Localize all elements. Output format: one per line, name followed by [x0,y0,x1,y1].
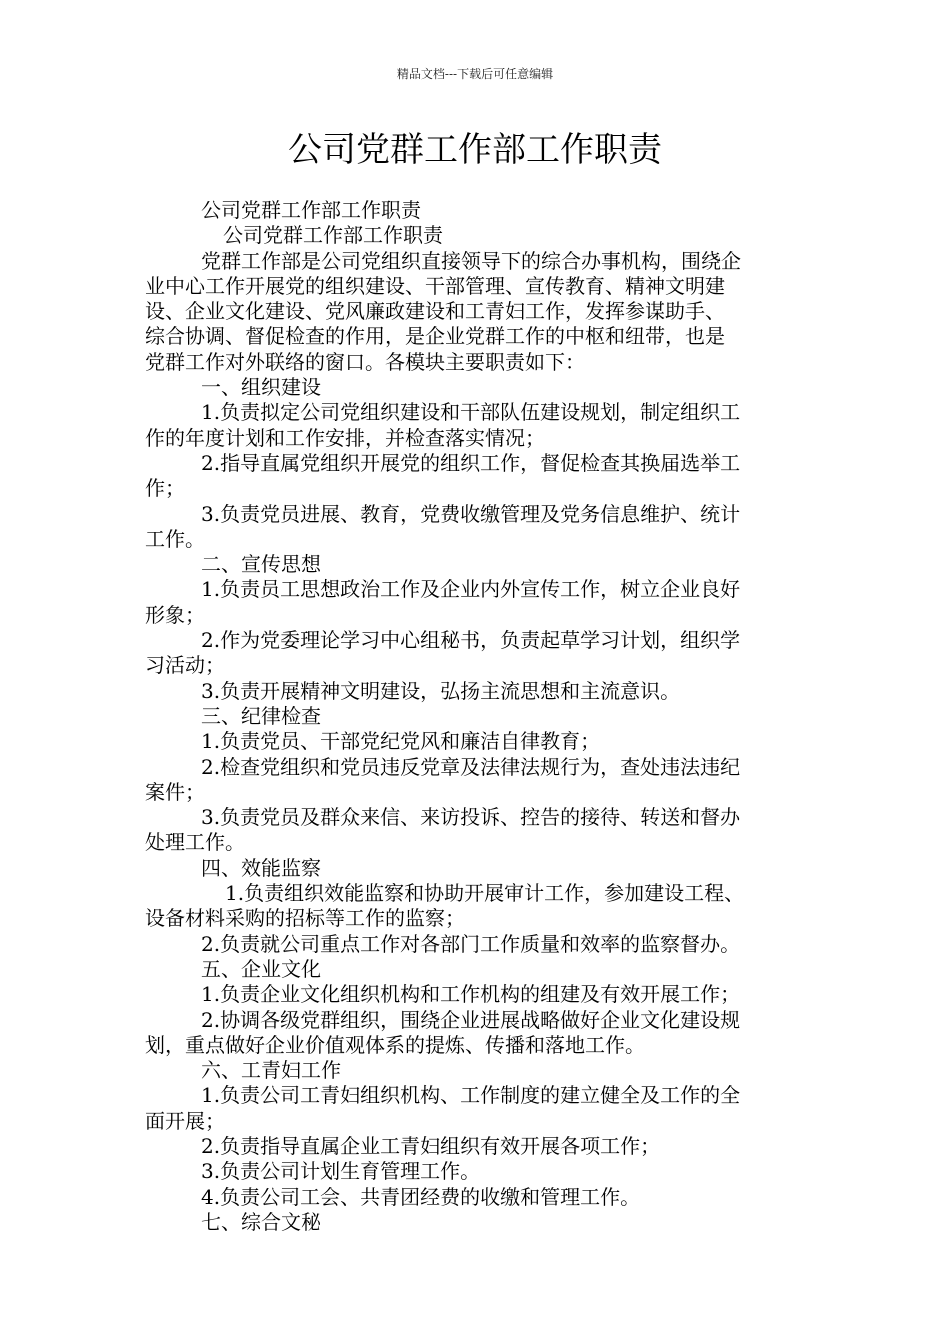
body-line: 习活动； [145,653,225,678]
page-header-note: 精品文档---下载后可任意编辑 [396,67,554,81]
body-line: 形象； [145,602,205,627]
body-line: 1.负责拟定公司党组织建设和干部队伍建设规划，制定组织工 [201,400,741,425]
body-line: 综合协调、督促检查的作用，是企业党群工作的中枢和纽带，也是 [145,324,725,349]
body-line: 公司党群工作部工作职责 [201,198,421,222]
body-line: 1.负责组织效能监察和协助开展审计工作，参加建设工程、 [225,881,745,906]
body-line: 3.负责公司计划生育管理工作。 [201,1159,481,1184]
body-line: 1.负责公司工青妇组织机构、工作制度的建立健全及工作的全 [201,1083,741,1108]
body-line: 工作。 [145,526,205,551]
body-line: 党群工作对外联络的窗口。各模块主要职责如下： [145,349,585,374]
body-line: 公司党群工作部工作职责 [223,223,443,248]
body-line: 2.检查党组织和党员违反党章及法律法规行为，查处违法违纪 [201,754,741,779]
body-line: 二、宣传思想 [201,552,321,577]
body-line: 一、组织建设 [201,375,321,400]
document-title: 公司党群工作部工作职责 [288,130,662,170]
body-line: 3.负责党员及群众来信、来访投诉、控告的接待、转送和督办 [201,805,741,830]
body-line: 3.负责党员进展、教育，党费收缴管理及党务信息维护、统计 [201,501,741,526]
body-line: 党群工作部是公司党组织直接领导下的综合办事机构，围绕企 [201,248,741,273]
body-line: 面开展； [145,1108,225,1133]
body-line: 四、效能监察 [201,855,321,880]
body-line: 4.负责公司工会、共青团经费的收缴和管理工作。 [201,1184,641,1209]
body-line: 业中心工作开展党的组织建设、干部管理、宣传教育、精神文明建 [145,273,725,298]
body-line: 1.负责企业文化组织机构和工作机构的组建及有效开展工作； [201,982,741,1007]
body-line: 五、企业文化 [201,956,321,981]
document-body [145,198,805,1235]
body-line: 2.指导直属党组织开展党的组织工作，督促检查其换届选举工 [201,450,741,475]
body-line: 2.协调各级党群组织，围绕企业进展战略做好企业文化建设规 [201,1007,741,1032]
body-line: 案件； [145,779,205,804]
body-line: 处理工作。 [145,830,245,855]
body-line: 1.负责员工思想政治工作及企业内外宣传工作，树立企业良好 [201,577,741,602]
body-line: 设、企业文化建设、党风廉政建设和工青妇工作，发挥参谋助手、 [145,299,725,324]
body-line: 1.负责党员、干部党纪党风和廉洁自律教育； [201,729,601,754]
body-line: 划，重点做好企业价值观体系的提炼、传播和落地工作。 [145,1032,645,1057]
body-line: 作的年度计划和工作安排，并检查落实情况； [145,425,545,450]
body-line: 三、纪律检查 [201,703,321,728]
body-line: 作； [145,476,185,501]
body-line: 3.负责开展精神文明建设，弘扬主流思想和主流意识。 [201,678,681,703]
body-line: 六、工青妇工作 [201,1058,341,1083]
body-line: 设备材料采购的招标等工作的监察； [145,906,465,931]
body-line: 2.作为党委理论学习中心组秘书，负责起草学习计划，组织学 [201,628,741,653]
body-line: 七、综合文秘 [201,1209,321,1234]
body-line: 2.负责就公司重点工作对各部门工作质量和效率的监察督办。 [201,931,741,956]
body-line: 2.负责指导直属企业工青妇组织有效开展各项工作； [201,1133,661,1158]
